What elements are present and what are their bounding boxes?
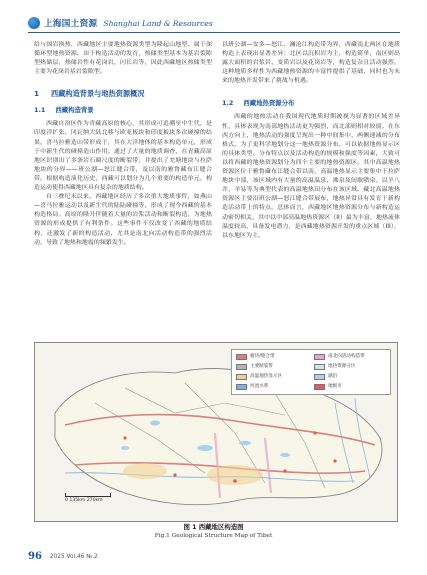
map-legend (231, 349, 391, 395)
section-title: 西藏构造背景与地热资源概况 (51, 89, 145, 99)
city-marker-3 (173, 473, 176, 476)
figure-caption (0, 523, 427, 540)
paragraph-geothermal-distribution: 西藏的地热活动在我国现代地质时期被视为显著的区域差异性，具体表现为南部地热活动更为强烈，而北部则相对较弱。在东西方向上，地热活动的强度呈现出一种中间集中、两侧递减的分布格式。为了更科学地划分这一地热资源分布，可以依据地热显示区的具体类型、分布特点以及活动构造的规模和强度等因素，大致可以将西藏的地热资源划分为四个主要的地热资源区，其中高温地热资源区位于雅鲁藏布江缝合带以南，高温地热显示主要集中于拉萨地块中部，该区域内有大量的高温温泉、沸泉及间歇喷泉。以羊八井、羊易等为典型代表的高温地热田分布在该区域。藏北高温地热资源区主要沿班公湖—怒江缝合带展布，地热异常具有发育于新构造活动带上的特点。总体而言，西藏地区地热资源分布与新构造运动密切相关，其中以中部高温地热资源区（II）最为丰富，地热流体温度较高，具备发电潜力，是西藏地热资源开发的重点区域（III），以东地区为主。 (222, 113, 400, 239)
journal-logo-icon (28, 17, 40, 29)
lake-5 (280, 453, 290, 457)
subsection-heading-1-2 (222, 98, 400, 108)
city-marker-5 (123, 436, 126, 439)
legend-item: 高温地热显示区 (236, 373, 308, 381)
right-column (222, 40, 400, 240)
subsection-number: 1.2 (222, 99, 234, 108)
legend-swatch (314, 364, 325, 370)
page-number: 96 (28, 551, 42, 562)
left-column (34, 40, 212, 247)
section-heading-1 (34, 89, 212, 99)
legend-item: 板块/缝合带 (236, 353, 308, 361)
legend-item: 湖泊 (314, 373, 386, 381)
legend-swatch (236, 354, 247, 360)
scale-line (65, 493, 111, 497)
scale-text: 0 135km 270km (65, 498, 103, 503)
subsection-number: 1.1 (34, 106, 46, 115)
page-footer (28, 551, 98, 562)
subsection-title: 西藏构造背景 (55, 106, 94, 115)
city-marker-6 (313, 431, 316, 434)
figure-caption-cn: 图 1 西藏地区构造图 (183, 523, 244, 531)
legend-swatch (236, 364, 247, 370)
paragraph-north-south-difference: 以班公湖—安多—怒江、澜沧江构造带为界，西藏南北两区在地质构造上表现出显著差异：北区以沉积岩为主，构造简单，南区则出露大面积的岩浆岩、变质岩以及花岗岩等，构造复杂且活动强烈。这种地质多样性为西藏地热资源的丰富性提供了基础，同时也为未来的地热开发带来了挑战与机遇。 (222, 41, 400, 85)
figure-caption-en: Fig.1 Geological Structure Map of Tibet (154, 533, 273, 539)
legend-item: 主要断裂带 (236, 363, 308, 371)
issue-info: 2025 Vol.46 №.2 (49, 553, 98, 560)
lake-4 (121, 446, 129, 450)
legend-swatch (314, 354, 325, 360)
legend-item: 河流水系 (236, 383, 308, 391)
lake-1 (197, 445, 213, 451)
journal-title-cn: 上海国土资源 (44, 19, 98, 29)
legend-item: 地热资源分区 (314, 363, 386, 371)
lake-2 (150, 421, 160, 426)
legend-swatch (314, 374, 325, 380)
subsection-title: 西藏地热资源分布 (243, 99, 295, 108)
legend-item: 地级市 (314, 383, 386, 391)
paragraph-geological-events: 自三叠纪末以来，西藏地区经历了多次重大地质事件，如燕山—喜马拉雅运动以及新生代的陆陆碰撞等，形成了现今西藏的基本构造格局。高原的隆升伴随着大量的岩浆活动和断裂构造，为地热资源的形成提供了有利条件。这些事件不仅改变了西藏的地质结构，还激发了新的构造活动，尤其是南北向活动构造带的强烈活动，导致了地热和地震的频繁发生。 (34, 193, 212, 246)
legend-item: 南北向活动构造带 (314, 353, 386, 361)
journal-header (28, 14, 400, 33)
legend-swatch (314, 384, 325, 390)
geothermal-zone-2 (123, 463, 167, 479)
legend-swatch (236, 384, 247, 390)
paragraph-tectonic-background: 西藏自治区作为青藏高原的核心，其形成可追溯至中生代，是印度洋扩张、冈瓦纳大陆北移与欧亚板块和印度板块多次碰撞的结果。喜马拉雅造山带形成于，其在大洋地体的基本构造单元，形成于中新生代的碰撞造山作用。通过了大量的地质调查，在青藏高原地区识别出了多条岩石圈尺度的断裂带，并提出了羌塘地块与拉萨地块的分界——班公湖—怒江缝合带，及以南的雅鲁藏布江缝合带。根据构造演化历史，西藏可以划分为几个重要的构造单元，构造运动使得西藏地区具有复杂的地质结构。 (34, 120, 212, 192)
legend-swatch (236, 374, 247, 380)
city-marker-1 (233, 479, 237, 483)
section-number: 1 (34, 89, 40, 99)
city-marker-4 (333, 459, 336, 462)
journal-title-en: Shanghai Land & Resources (103, 18, 213, 28)
lake-3 (239, 441, 251, 445)
paragraph-intro-continued: 给与围岩换热，西藏地区主要地热资源类型为隆起山地型、属于深循环型地热资源。由于构造活动的发育，热储类型基本为基岩裂隙型热储层，热储岩性有花岗岩，闪长岩等，因此西藏地区热储类型主要为花岗岩基岩裂隙型。 (34, 41, 212, 76)
tectonic-map-figure (34, 342, 398, 522)
map-scale-bar (65, 493, 111, 503)
subsection-heading-1-1 (34, 105, 212, 115)
city-marker-2 (283, 469, 286, 472)
